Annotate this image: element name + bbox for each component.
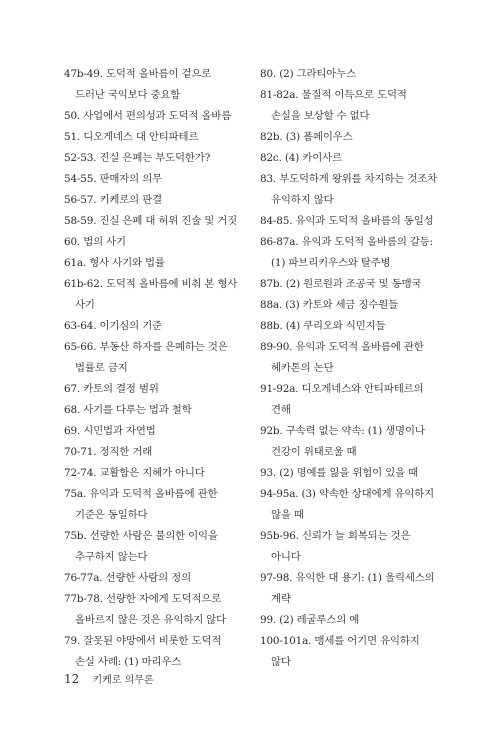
toc-entry: 52-53. 진실 은폐는 부도덕한가? [64,152,211,164]
toc-entry: 84-85. 유익과 도덕적 올바름의 동일성 [260,215,434,227]
toc-entry: 72-74. 교활함은 지혜가 아니다 [64,467,205,479]
toc-entry: 88b. (4) 쿠리오와 식민지들 [260,320,386,332]
page-footer [64,671,154,686]
toc-entry: 69. 시민법과 자연법 [64,425,156,437]
toc-entry: 93. (2) 명예를 잃을 위험이 있을 때 [260,467,419,479]
toc-entry: 60. 법의 사기 [64,236,126,248]
toc-entry: 87b. (2) 원로원과 조공국 및 동맹국 [260,278,422,290]
toc-entry: 68. 사기를 다루는 법과 철학 [64,404,192,416]
toc-entry: 75a. 유익과 도덕적 올바름에 관한 기준은 동일하다 [64,488,218,521]
toc-entry: 86-87a. 유익과 도덕적 올바름의 갈등: (1) 파브리키우스와 탈주병 [260,236,434,269]
toc-entry: 77b-78. 선량한 자에게 도덕적으로 올바르지 않은 것은 유익하지 않다 [64,593,227,626]
toc-entry: 61b-62. 도덕적 올바름에 비춰 본 형사 사기 [64,278,238,311]
toc-entry: 92b. 구속력 없는 약속: (1) 생명이나 건강이 위태로울 때 [260,425,425,458]
toc-entry: 50. 사업에서 편의성과 도덕적 올바름 [64,110,232,122]
toc-entry: 100-101a. 맹세를 어기면 유익하지 않다 [260,635,420,668]
toc-entry: 56-57. 키케로의 판결 [64,194,162,206]
toc-entry: 82b. (3) 폼페이우스 [260,131,353,143]
toc-entry: 99. (2) 레굴루스의 예 [260,614,360,626]
toc-entry: 97-98. 유익한 대 용기: (1) 울릭세스의 계략 [260,572,435,605]
page-number: 12 [64,672,80,686]
toc-entry: 67. 카토의 결정 범위 [64,383,159,395]
toc-entry: 81-82a. 물질적 이득으로 도덕적 손실을 보상할 수 없다 [260,89,407,122]
toc-right-column [260,64,438,673]
toc-entry: 76-77a. 선량한 사람의 정의 [64,572,191,584]
toc-entry: 94-95a. (3) 약속한 상대에게 유익하지 않을 때 [260,488,435,521]
toc-entry: 54-55. 판매자의 의무 [64,173,162,185]
toc-entry: 63-64. 이기심의 기준 [64,320,162,332]
toc-entry: 47b-49. 도덕적 올바름이 겉으로 드러난 국익보다 중요함 [64,68,212,101]
toc-entry: 51. 디오게네스 대 안티파테르 [64,131,199,143]
toc-left-column [64,64,242,673]
toc-entry: 88a. (3) 카토와 세금 징수원들 [260,299,398,311]
running-title: 키케로 의무론 [92,675,154,686]
toc-entry: 91-92a. 디오게네스와 안티파테르의 견해 [260,383,424,416]
toc-entry: 75b. 선량한 사람은 불의한 이익을 추구하지 않는다 [64,530,218,563]
toc-entry: 70-71. 정직한 거래 [64,446,153,458]
toc-entry: 79. 잘못된 야망에서 비롯한 도덕적 손실 사례: (1) 마리우스 [64,635,222,668]
toc-entry: 58-59. 진실 은폐 대 허위 진술 및 거짓 [64,215,238,227]
toc-entry: 61a. 형사 사기와 법률 [64,257,165,269]
toc-entry: 82c. (4) 카이사르 [260,152,342,164]
toc-entry: 83. 부도덕하게 왕위를 차지하는 것조차 유익하지 않다 [260,173,437,206]
toc-entry: 65-66. 부동산 하자를 은폐하는 것은 법률로 금지 [64,341,228,374]
toc-entry: 80. (2) 그라티아누스 [260,68,356,80]
toc-entry: 89-90. 유익과 도덕적 올바름에 관한 헤카톤의 논단 [260,341,424,374]
toc-entry: 95b-96. 신뢰가 늘 회복되는 것은 아니다 [260,530,411,563]
